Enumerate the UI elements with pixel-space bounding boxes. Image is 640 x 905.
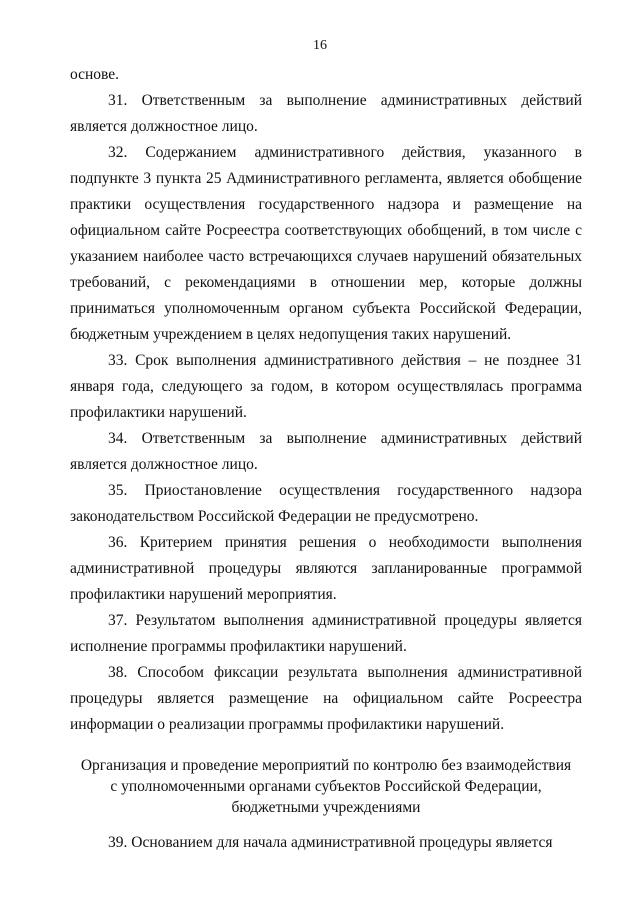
paragraph-31: 31. Ответственным за выполнение административных действий является должностное лицо. xyxy=(70,92,582,135)
paragraph-37: 37. Результатом выполнения административной процедуры является исполнение программы профилактики нарушений. xyxy=(70,612,582,655)
paragraph-35: 35. Приостановление осуществления государственного надзора законодательством Российской Федерации не предусмотрено. xyxy=(70,482,582,525)
paragraph-34: 34. Ответственным за выполнение административных действий является должностное лицо. xyxy=(70,430,582,473)
section-heading-line: с уполномоченными органами субъектов Российской Федерации, xyxy=(110,778,542,795)
paragraph-39: 39. Основанием для начала административной процедуры является xyxy=(108,834,553,851)
paragraph-36: 36. Критерием принятия решения о необходимости выполнения административной процедуры являются запланированные программой профилактики нарушений мероприятия. xyxy=(70,534,582,603)
document-body xyxy=(70,62,582,856)
paragraph-32: 32. Содержанием административного действия, указанного в подпункте 3 пункта 25 Административного регламента, является обобщение практики осуществления государственного надзора и размещение на официальном сайте Росреестра соответствующих обобщений, в том числе с указанием наиболее часто встречающихся случаев нарушений обязательных требований, с рекомендациями в отношении мер, которые должны приниматься уполномоченным органом субъекта Российской Федерации, бюджетным учреждением в целях недопущения таких нарушений. xyxy=(70,144,582,343)
page-number: 16 xyxy=(313,38,327,53)
paragraph-38: 38. Способом фиксации результата выполнения административной процедуры является размещение на официальном сайте Росреестра информации о реализации программы профилактики нарушений. xyxy=(70,664,582,733)
section-heading-line: Организация и проведение мероприятий по контролю без взаимодействия xyxy=(80,757,572,774)
paragraph-continuation: основе. xyxy=(70,66,120,83)
section-heading-line: бюджетными учреждениями xyxy=(231,799,421,816)
paragraph-33: 33. Срок выполнения административного действия – не позднее 31 января года, следующего за годом, в котором осуществлялась программа профилактики нарушений. xyxy=(70,352,582,421)
section-heading xyxy=(70,755,582,818)
